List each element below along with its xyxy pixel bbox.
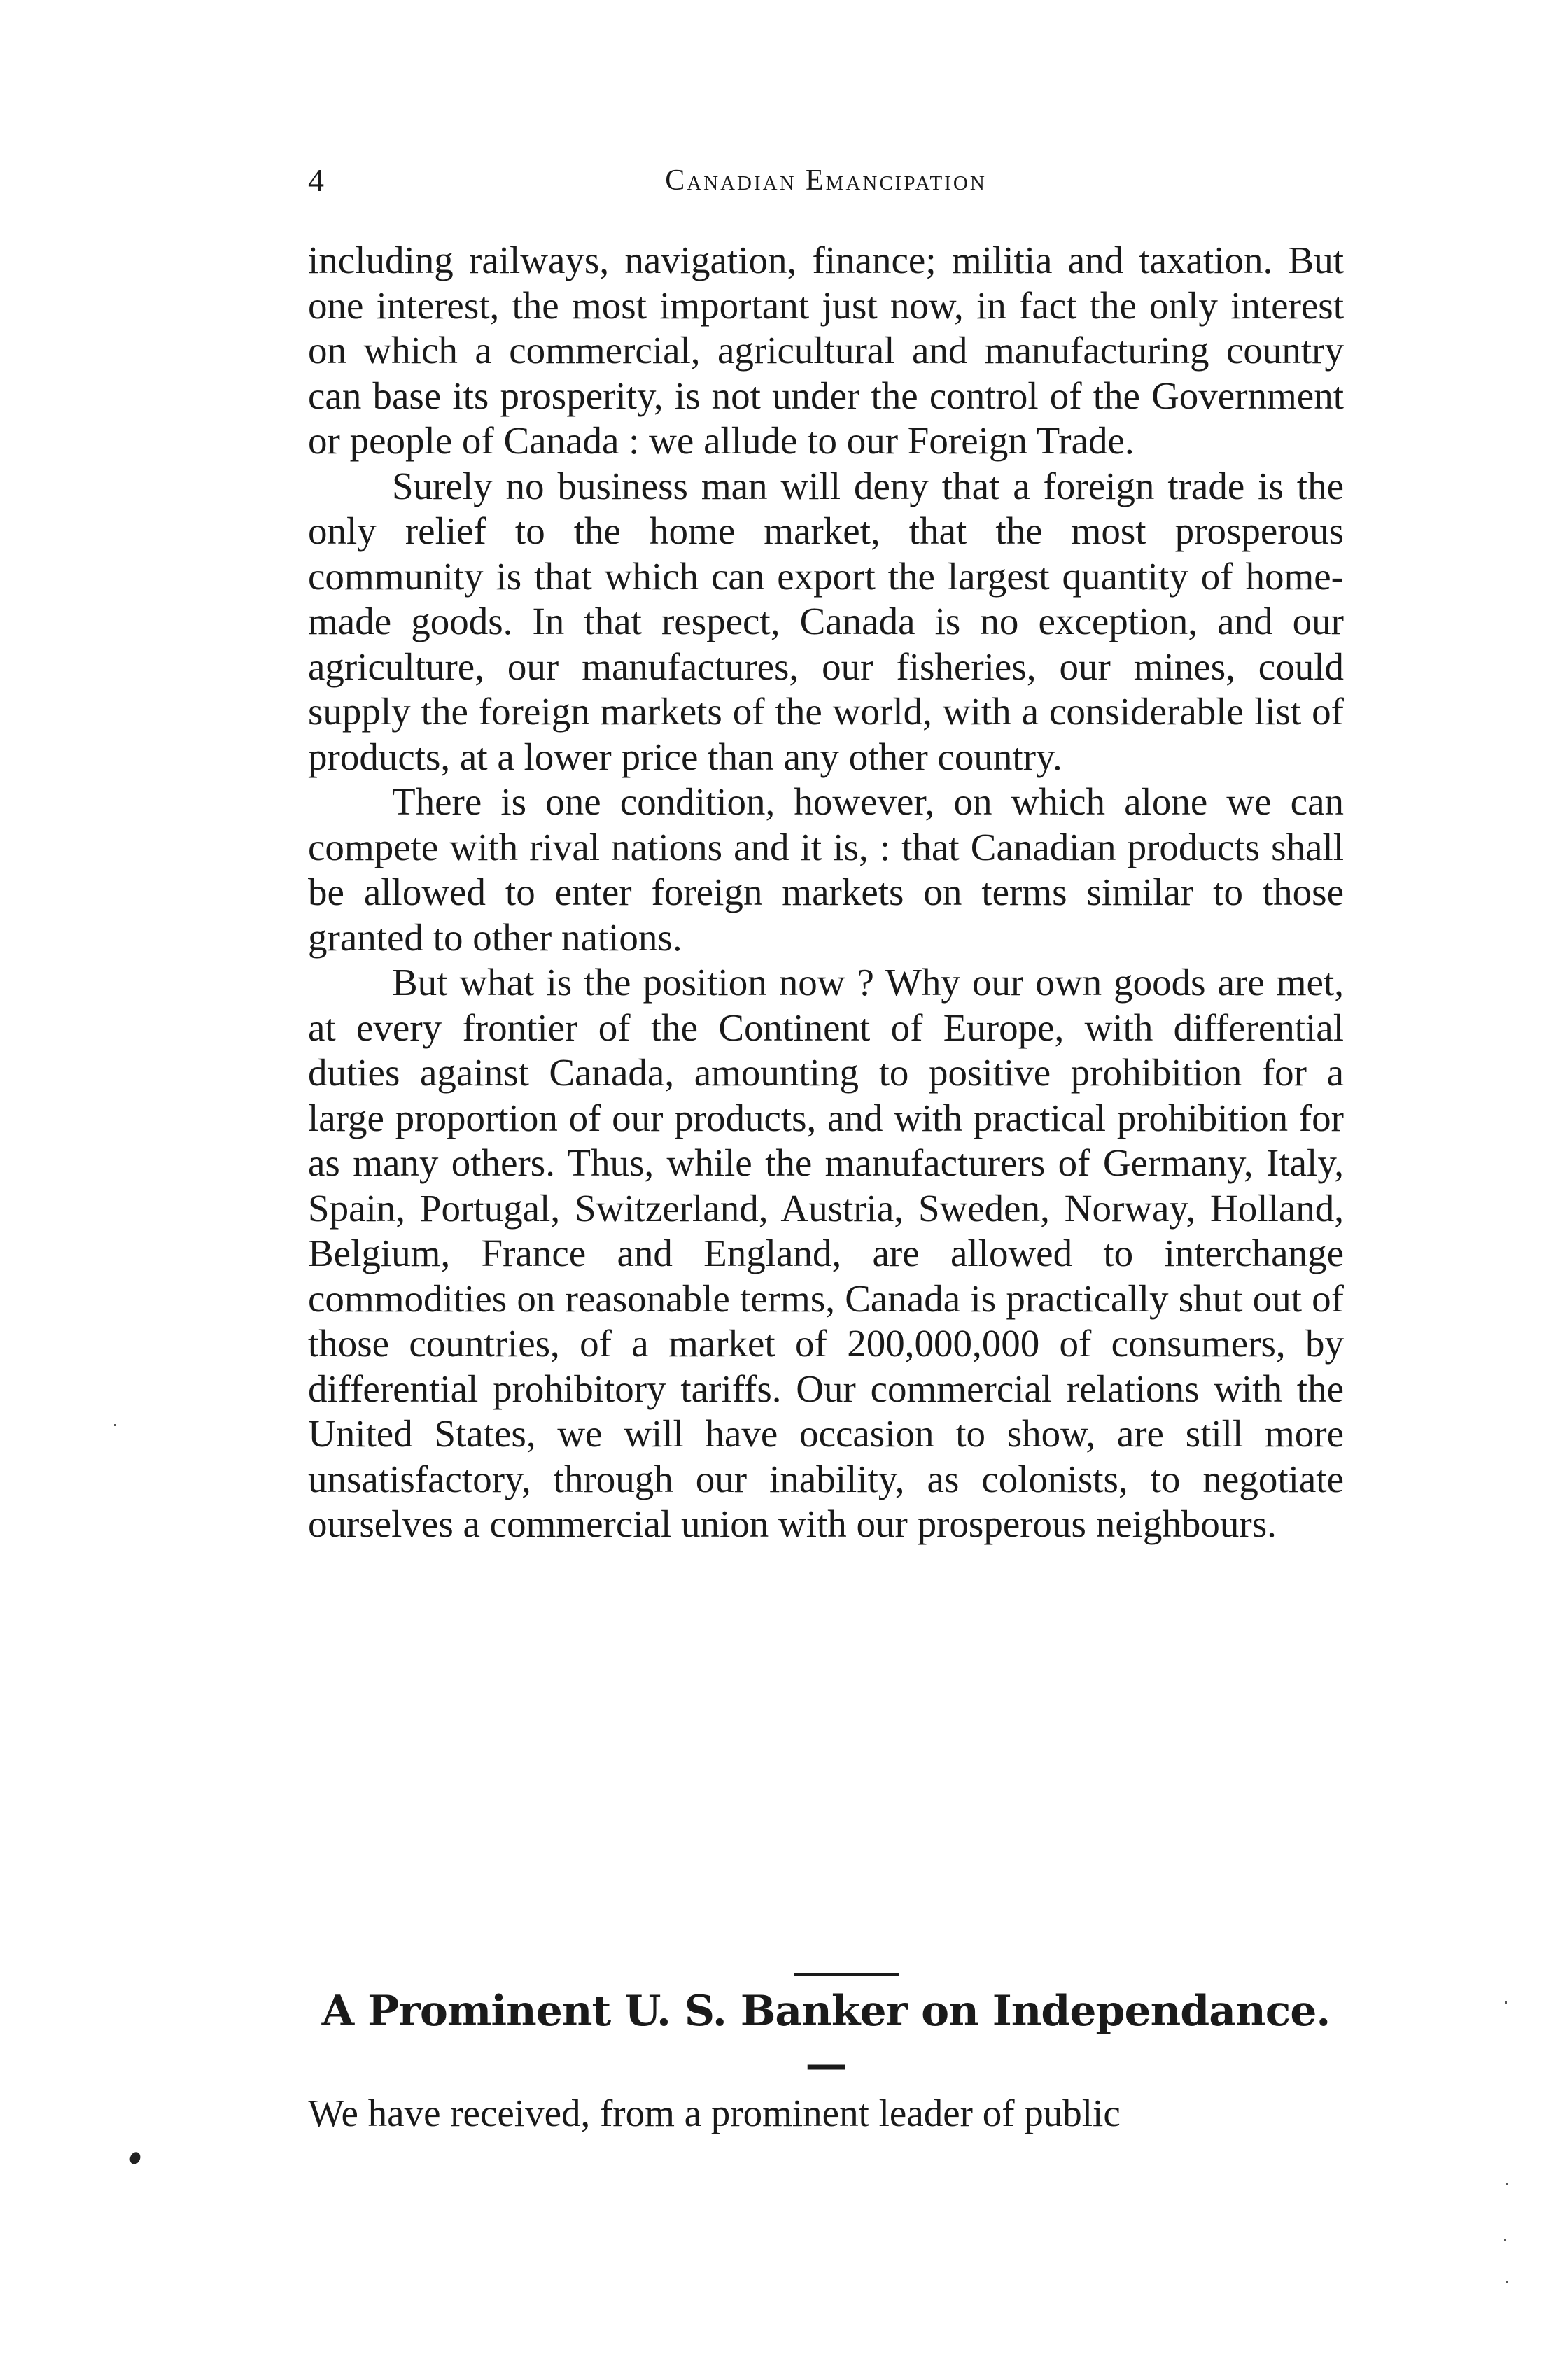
paragraph-condition: There is one condition, however, on which alone we can compete with rival nations and it is, : that Canadian products shall be allowed to enter foreign markets on terms similar to those granted to other nations.: [308, 780, 1344, 959]
page-number: 4: [308, 162, 324, 198]
section-banker: [308, 1985, 1344, 2136]
edge-speck: [1504, 2239, 1506, 2241]
margin-speck: [114, 1424, 116, 1426]
section-divider: [794, 1973, 899, 1976]
edge-speck: [1506, 2281, 1508, 2283]
section-heading: A Prominent U. S. Banker on Independance.—: [321, 1987, 1331, 2089]
paragraph-position: But what is the position now ? Why our own goods are met, at every frontier of the Continent of Europe, with differential duties against Canada, amounting to positive prohibition for a large proportion of our products, and with practical prohibition for as many others. Thus, while the manufacturers of Germany, Italy, Spain, Portugal, Switzerland, Austria, Sweden, Norway, Holland, Belgium, France and England, are allowed to interchange commodities on reasonable terms, Canada is practically shut out of those countries, of a market of 200,000,000 of consumers, by differential prohibitory tariffs. Our commercial relations with the United States, we will have occasion to show, are still more unsatisfactory, through our inability, as colonists, to negotiate ourselves a commercial union with our prosperous neighbours.: [308, 961, 1344, 1545]
ink-blot: [128, 2150, 142, 2166]
paragraph-foreign-trade: Surely no business man will deny that a foreign trade is the only relief to the home market, that the most prosperous community is that which can export the largest quantity of home-made goods. In that respect, Canada is no exception, and our agriculture, our manufactures, our fisheries, our mines, could supply the foreign markets of the world, with a considerable list of products, at a lower price than any other country.: [308, 464, 1344, 778]
edge-speck: [1505, 2001, 1507, 2004]
running-title: Canadian Emancipation: [665, 164, 987, 197]
running-head: [308, 160, 1344, 209]
paragraph-continuation: including railways, navigation, finance; militia and taxation. But one interest, the most important just now, in fact the only interest on which a commercial, agricultural and manufacturing country can base its prosperity, is not under the control of the Government or people of Canada : we allude to our Foreign Trade.: [308, 239, 1344, 462]
section-first-line: We have received, from a prominent leader of public: [308, 2092, 1121, 2134]
body-text: [308, 238, 1344, 1547]
edge-speck: [1506, 2183, 1508, 2185]
